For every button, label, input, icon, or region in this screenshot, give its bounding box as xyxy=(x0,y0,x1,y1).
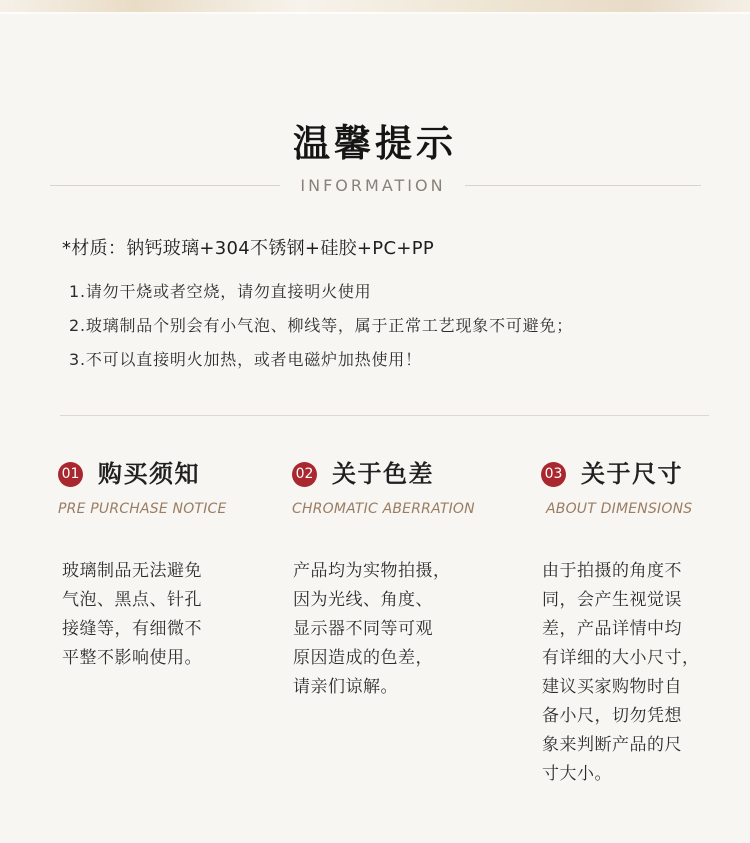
section-body-line: 产品均为实物拍摄， xyxy=(293,561,451,581)
section-body xyxy=(542,557,702,789)
section-body-line: 同，会产生视觉误 xyxy=(542,590,682,610)
section-body-line: 差，产品详情中均 xyxy=(542,619,682,639)
section-body-line: 平整不影响使用。 xyxy=(62,648,202,668)
section-body-line: 由于拍摄的角度不 xyxy=(542,561,682,581)
section-header xyxy=(292,459,512,490)
section-body-line: 建议买家购物时自 xyxy=(542,677,682,697)
material-text: *材质：钠钙玻璃+304不锈钢+硅胶+PC+PP xyxy=(62,238,435,259)
section-english-title: CHROMATIC ABERRATION xyxy=(292,501,475,517)
right-heading-rule xyxy=(465,185,701,186)
section-english-title: PRE PURCHASE NOTICE xyxy=(58,501,227,517)
section-body-line: 寸大小。 xyxy=(542,764,612,784)
section-number-badge: 03 xyxy=(541,462,566,487)
notice-item-3: 3.不可以直接明火加热，或者电磁炉加热使用！ xyxy=(69,350,422,369)
section-body-line: 有详细的大小尺寸， xyxy=(542,648,700,668)
section-title: 关于色差 xyxy=(332,460,434,488)
section-body-line: 请亲们谅解。 xyxy=(293,677,398,697)
section-english-title: ABOUT DIMENSIONS xyxy=(546,501,693,517)
section-body-line: 原因造成的色差， xyxy=(293,648,433,668)
section-title: 购买须知 xyxy=(98,460,200,488)
section-about-dimensions xyxy=(541,459,750,784)
notice-item-2: 2.玻璃制品个别会有小气泡、柳线等，属于正常工艺现象不可避免； xyxy=(69,316,574,335)
section-title: 关于尺寸 xyxy=(581,460,683,488)
section-pre-purchase-notice xyxy=(58,459,278,668)
section-chromatic-aberration xyxy=(292,459,512,697)
section-body-line: 气泡、黑点、针孔 xyxy=(62,590,202,610)
left-heading-rule xyxy=(50,185,280,186)
section-body-line: 接缝等，有细微不 xyxy=(62,619,202,639)
section-body-line: 显示器不同等可观 xyxy=(293,619,433,639)
information-heading-row xyxy=(50,174,701,198)
top-decorative-band xyxy=(0,0,750,14)
section-number-badge: 01 xyxy=(58,462,83,487)
notice-item-1: 1.请勿干烧或者空烧，请勿直接明火使用 xyxy=(69,282,372,301)
section-body-line: 因为光线、角度、 xyxy=(293,590,433,610)
section-number-badge: 02 xyxy=(292,462,317,487)
section-body-line: 备小尺，切勿凭想 xyxy=(542,706,682,726)
section-divider xyxy=(60,415,709,416)
section-body xyxy=(293,557,458,702)
page-title: 温馨提示 xyxy=(293,122,457,165)
section-body xyxy=(62,557,222,673)
page-subtitle: INFORMATION xyxy=(300,176,446,195)
section-body-line: 象来判断产品的尺 xyxy=(542,735,682,755)
section-header xyxy=(58,459,278,490)
section-header xyxy=(541,459,750,490)
section-body-line: 玻璃制品无法避免 xyxy=(62,561,202,581)
